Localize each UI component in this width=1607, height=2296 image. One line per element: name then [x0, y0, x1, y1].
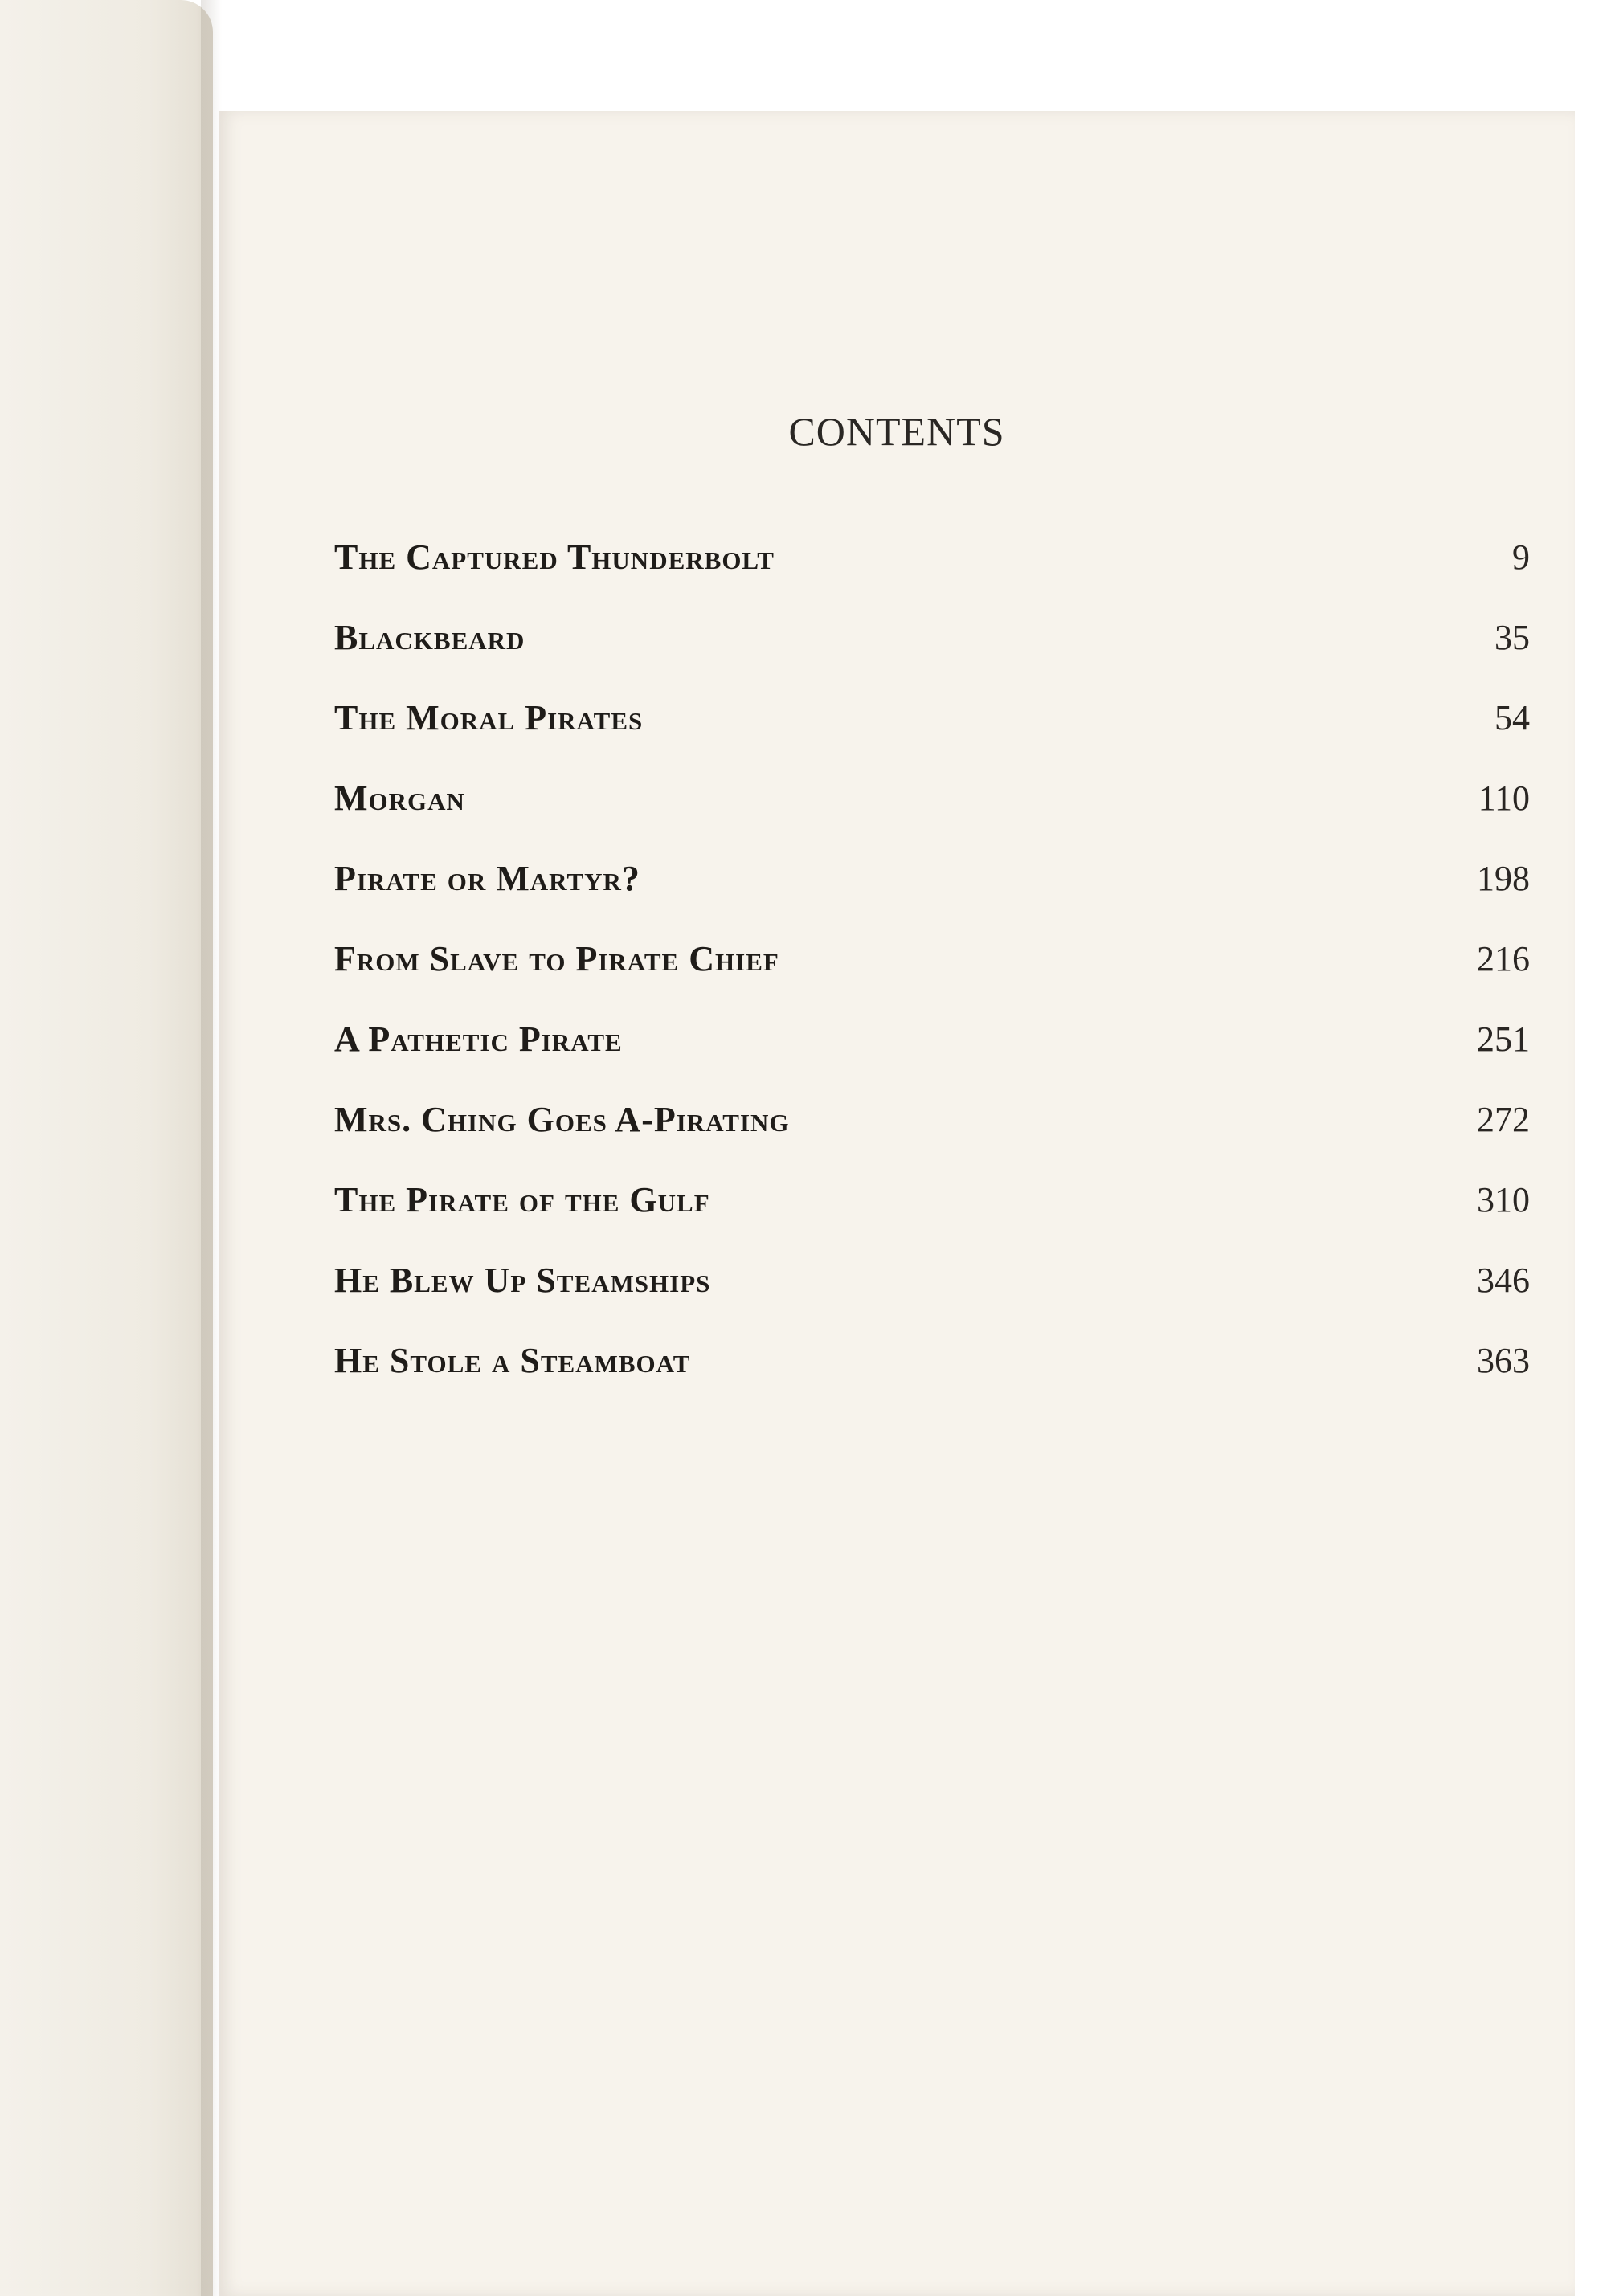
toc-entry-page: 216 [1477, 939, 1530, 978]
toc-entry-title: The Pirate of the Gulf [334, 1180, 710, 1219]
toc-entry-title: Blackbeard [334, 618, 525, 657]
toc-entry-title: He Stole a Steamboat [334, 1341, 691, 1380]
toc-entry [334, 1019, 1530, 1099]
toc-entry-title: A Pathetic Pirate [334, 1019, 623, 1059]
toc-entry [334, 858, 1530, 938]
left-page [0, 0, 213, 2296]
toc-entry [334, 537, 1530, 617]
toc-entry-title: Mrs. Ching Goes A-Pirating [334, 1100, 790, 1139]
toc-entry-page: 363 [1477, 1341, 1530, 1380]
toc-entry [334, 778, 1530, 858]
toc-entry-title: Morgan [334, 778, 465, 818]
toc-entry-page: 110 [1478, 778, 1530, 818]
toc-entry-page: 9 [1512, 537, 1530, 577]
toc-entry-page: 54 [1495, 698, 1530, 737]
toc-entry-title: The Moral Pirates [334, 698, 644, 737]
toc-entry-page: 346 [1477, 1260, 1530, 1300]
toc-entry-title: From Slave to Pirate Chief [334, 939, 779, 978]
page-title: CONTENTS [788, 409, 1005, 454]
toc-entry-page: 198 [1477, 859, 1530, 898]
toc-entry-title: The Captured Thunderbolt [334, 537, 775, 577]
toc-entry [334, 697, 1530, 778]
toc-list [334, 537, 1530, 1420]
toc-entry [334, 938, 1530, 1019]
toc-entry-title: He Blew Up Steamships [334, 1260, 711, 1300]
toc-entry-page: 310 [1477, 1180, 1530, 1219]
toc-entry [334, 1099, 1530, 1179]
toc-entry-title: Pirate or Martyr? [334, 859, 640, 898]
right-page [219, 111, 1575, 2296]
toc-entry [334, 1340, 1530, 1420]
toc-entry [334, 617, 1530, 697]
toc-entry [334, 1260, 1530, 1340]
toc-entry [334, 1179, 1530, 1260]
toc-entry-page: 272 [1477, 1100, 1530, 1139]
toc-entry-page: 35 [1495, 618, 1530, 657]
toc-entry-page: 251 [1477, 1019, 1530, 1059]
